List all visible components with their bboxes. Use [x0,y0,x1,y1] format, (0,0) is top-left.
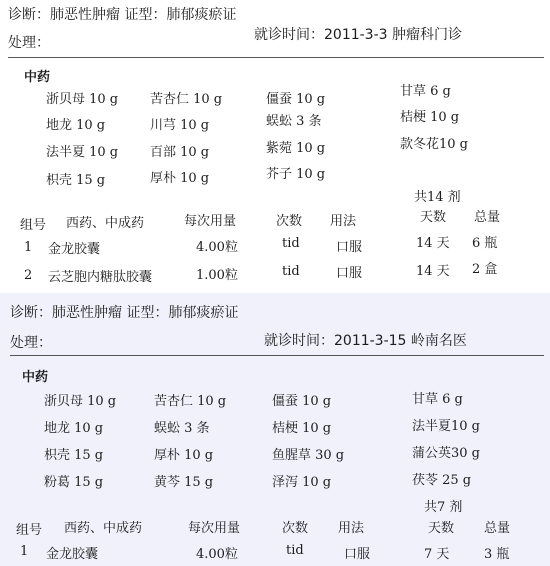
row-number: 1 [20,544,29,559]
col-header: 西药、中成药 [66,216,145,231]
divider [8,57,544,58]
herb-item: 法半夏10 g [412,419,480,434]
treatment-label: 处理： [10,335,52,351]
herb-item: 浙贝母 10 g [46,92,119,107]
route: 口服 [336,240,363,255]
col-header: 用法 [338,521,365,536]
total-doses: 共14 剂 [414,190,461,205]
col-header: 总量 [474,210,501,225]
treatment-label: 处理： [8,35,50,51]
herb-item: 泽泻 10 g [272,475,332,490]
col-header: 次数 [276,214,303,229]
herb-item: 僵蚕 10 g [266,92,326,107]
herb-item: 甘草 6 g [400,84,451,99]
herb-item: 桔梗 10 g [400,110,460,125]
drug-name: 金龙胶囊 [46,547,99,562]
herb-item: 枳壳 15 g [46,173,106,188]
section-label: 中药 [22,370,49,385]
herb-item: 苦杏仁 10 g [150,92,223,107]
herb-item: 粉葛 15 g [44,475,104,490]
col-header: 组号 [16,523,43,538]
diagnosis-line: 诊断：肺恶性肿瘤 证型：肺郁痰瘀证 [8,7,237,23]
route: 口服 [336,266,363,281]
herb-item: 川芎 10 g [150,118,210,133]
days: 7 天 [424,547,450,562]
dose: 4.00粒 [196,240,238,255]
col-header: 天数 [428,521,455,536]
dose: 4.00粒 [196,547,238,562]
total-doses: 共7 剂 [424,500,463,515]
quantity: 3 瓶 [484,547,510,562]
col-header: 每次用量 [184,214,237,229]
herb-item: 桔梗 10 g [272,421,332,436]
days: 14 天 [416,264,450,279]
herb-item: 鱼腥草 30 g [272,448,345,463]
col-header: 用法 [330,214,357,229]
herb-item: 厚朴 10 g [150,171,210,186]
days: 14 天 [416,236,450,251]
divider [10,355,544,356]
herb-item: 黄芩 15 g [154,475,214,490]
drug-name: 金龙胶囊 [48,242,101,257]
section-label: 中药 [24,70,51,85]
herb-item: 苦杏仁 10 g [154,394,227,409]
col-header: 组号 [20,218,47,233]
herb-item: 百部 10 g [150,145,210,160]
row-number: 2 [24,268,33,283]
frequency: tid [282,264,300,279]
col-header: 每次用量 [188,521,241,536]
quantity: 6 瓶 [472,236,498,251]
visit-time: 就诊时间：2011-3-3 肿瘤科门诊 [254,27,462,43]
herb-item: 茯苓 25 g [412,473,472,488]
dose: 1.00粒 [196,268,238,283]
diagnosis-line: 诊断：肺恶性肿瘤 证型：肺郁痰瘀证 [10,305,239,321]
herb-item: 蜈蚣 3 条 [266,114,322,129]
col-header: 西药、中成药 [64,521,143,536]
herb-item: 法半夏 10 g [46,145,119,160]
herb-item: 款冬花10 g [400,137,468,152]
herb-item: 僵蚕 10 g [272,394,332,409]
herb-item: 蒲公英30 g [412,446,480,461]
col-header: 天数 [420,210,447,225]
col-header: 次数 [282,521,309,536]
frequency: tid [286,543,304,558]
herb-item: 甘草 6 g [412,392,463,407]
frequency: tid [282,236,300,251]
drug-name: 云芝胞内糖肽胶囊 [48,270,153,285]
herb-item: 芥子 10 g [266,167,326,182]
herb-item: 紫菀 10 g [266,141,326,156]
herb-item: 蜈蚣 3 条 [154,421,210,436]
herb-item: 枳壳 15 g [44,448,104,463]
quantity: 2 盒 [472,262,498,277]
col-header: 总量 [484,521,511,536]
visit-time: 就诊时间：2011-3-15 岭南名医 [264,333,467,349]
herb-item: 地龙 10 g [44,421,104,436]
row-number: 1 [24,240,33,255]
herb-item: 浙贝母 10 g [44,394,117,409]
herb-item: 地龙 10 g [46,118,106,133]
herb-item: 厚朴 10 g [154,448,214,463]
route: 口服 [344,547,371,562]
